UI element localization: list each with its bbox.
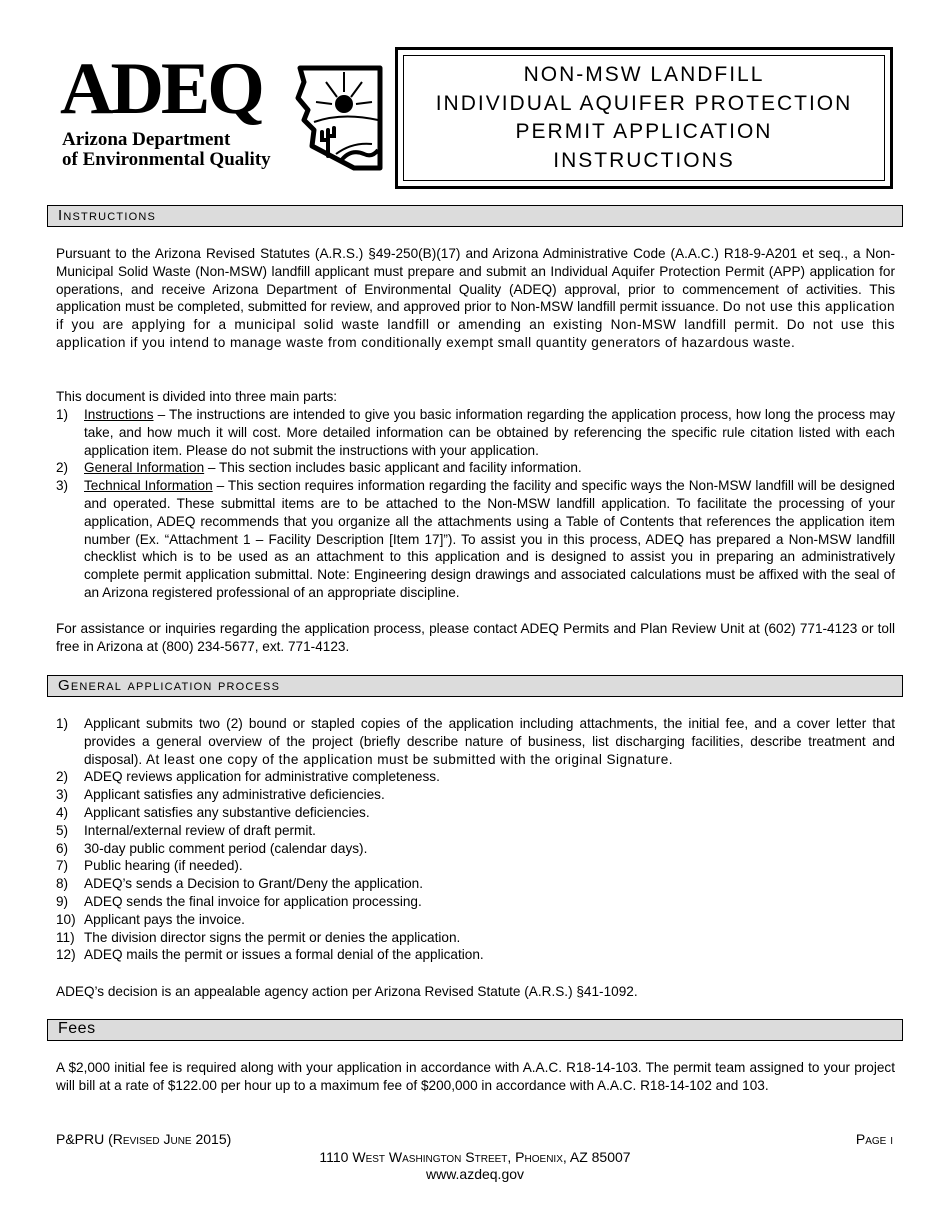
list-item — [56, 459, 895, 477]
section-heading-label: Fees — [58, 1020, 96, 1037]
document-title-box — [395, 47, 893, 189]
list-number: 6) — [56, 840, 69, 856]
list-item — [56, 893, 895, 911]
list-number: 12) — [56, 947, 76, 963]
assistance-paragraph: For assistance or inquiries regarding the application process, please contact ADEQ Permits and Plan Review Unit at (602) 771-4123 or toll free in Arizona at (800) 234-5677, ext. 771-4123. — [56, 621, 895, 654]
list-item — [56, 929, 895, 947]
parts-list — [56, 406, 895, 602]
part-text: – This section requires information regarding the facility and specific ways the Non-MSW landfill will be designed and operated. These submittal items are to be attached to the Non-MSW landfill application. To facilitate the processing of your application, ADEQ recommends that you organize all the attachments using a Table of Contents that references the application item number (Ex. “Attachment 1 – Facility Description [Item 17]”). To assist you in this process, ADEQ has prepared a Non-MSW landfill checklist which is to be used as an attachment to this application and is designed to assist you in preparing an administratively complete permit application submittal. Note: Engineering design drawings and associated calculations must be affixed with the seal of an Arizona registered professional of an appropriate discipline. — [84, 478, 895, 600]
intro-text: Pursuant to the Arizona Revised Statutes (A.R.S.) §49-250(B)(17) and Arizona Administrative Code (A.A.C.) R18-9-A201 et seq., a Non-Municipal Solid Waste (Non-MSW) landfill applicant must prepare and submit an Individual Aquifer Protection Permit (APP) application for operations, and receive Arizona Department of Environmental Quality (ADEQ) approval, prior to commencement of activities. This application must be completed, submitted for review, and approved prior to Non-MSW landfill permit issuance. — [56, 246, 895, 315]
list-item — [56, 911, 895, 929]
section-heading-instructions — [47, 205, 903, 227]
part-term: General Information — [84, 460, 205, 476]
part-text: – This section includes basic applicant and facility information. — [204, 460, 582, 476]
list-item — [56, 840, 895, 858]
step-note: At least one copy of the application must be submitted with the original Signature. — [145, 751, 673, 767]
footer-website: www.azdeq.gov — [425, 1166, 525, 1182]
list-item — [56, 786, 895, 804]
list-item — [56, 804, 895, 822]
part-term: Technical Information — [84, 478, 213, 494]
list-number: 10) — [56, 911, 76, 927]
list-number: 1) — [56, 407, 69, 422]
list-item — [56, 477, 895, 602]
section-heading-process — [47, 675, 903, 697]
logo-line-2: of Environmental Quality — [62, 149, 271, 170]
section-heading-fees — [47, 1019, 903, 1041]
arizona-state-icon — [292, 64, 387, 172]
list-number: 7) — [56, 858, 69, 874]
list-number: 9) — [56, 893, 69, 909]
list-number: 8) — [56, 876, 69, 892]
intro-paragraph — [56, 245, 895, 352]
list-number: 5) — [56, 822, 69, 838]
footer-page-number: Page i — [855, 1131, 893, 1147]
list-item — [56, 875, 895, 893]
list-item — [56, 946, 895, 964]
list-number: 11) — [56, 929, 75, 945]
part-text: – The instructions are intended to give you basic information regarding the application process, how long the process may take, and how much it will cost. More detailed information can be obtained by referencing the specific rule citation listed with each application item. Please do not submit the instructions with your application. — [84, 407, 895, 458]
step-text: Applicant satisfies any administrative deficiencies. — [84, 787, 385, 803]
list-number: 3) — [56, 787, 69, 803]
section-heading-label: Instructions — [58, 207, 157, 224]
intro-warning: Do not use this application if you are applying for a municipal solid waste landfill or amending an existing Non-MSW landfill permit. Do not use this application if you intend to manage waste from conditionally exempt small quantity generators of hazardous waste. — [56, 299, 895, 350]
step-text: Public hearing (if needed). — [84, 858, 243, 874]
process-steps-list — [56, 715, 895, 964]
decision-note: ADEQ’s decision is an appealable agency action per Arizona Revised Statute (A.R.S.) §41-1092. — [56, 984, 638, 999]
title-line-4: INSTRUCTIONS — [553, 148, 735, 172]
step-text: Applicant submits two (2) bound or stapled copies of the application including attachments, the initial fee, and a cover letter that provides a general overview of the project (briefly describe nature of business, list discharging facilities, describe treatment and disposal). — [84, 716, 895, 767]
adeq-logo — [60, 48, 390, 178]
step-text: ADEQ mails the permit or issues a formal denial of the application. — [84, 947, 484, 963]
step-text: 30-day public comment period (calendar days). — [84, 840, 368, 856]
list-item — [56, 768, 895, 786]
section-heading-label: General application process — [58, 677, 281, 694]
step-text: ADEQ sends the final invoice for application processing. — [84, 893, 422, 909]
parts-intro: This document is divided into three main parts: — [56, 389, 338, 404]
footer-address: 1110 West Washington Street, Phoenix, AZ 85007 — [319, 1149, 631, 1165]
step-text: ADEQ reviews application for administrative completeness. — [84, 769, 440, 785]
footer-revision: P&PRU (Revised June 2015) — [56, 1131, 232, 1147]
list-number: 2) — [56, 769, 69, 785]
step-text: ADEQ’s sends a Decision to Grant/Deny the application. — [84, 876, 424, 892]
title-line-2: INDIVIDUAL AQUIFER PROTECTION — [435, 91, 853, 115]
list-number: 2) — [56, 460, 69, 476]
title-line-3: PERMIT APPLICATION — [515, 120, 773, 143]
part-term: Instructions — [84, 407, 154, 422]
logo-line-1: Arizona Department — [62, 129, 231, 150]
step-text: Applicant satisfies any substantive deficiencies. — [84, 804, 370, 820]
fees-paragraph: A $2,000 initial fee is required along with your application in accordance with A.A.C. R18-14-103. The permit team assigned to your project will bill at a rate of $122.00 per hour up to a maximum fee of $200,000 in accordance with A.A.C. R18-14-102 and 103. — [56, 1060, 895, 1093]
document-title — [403, 55, 885, 181]
step-text: The division director signs the permit or denies the application. — [84, 929, 461, 945]
step-text: Applicant pays the invoice. — [84, 911, 245, 927]
list-number: 4) — [56, 804, 69, 820]
list-number: 1) — [56, 716, 69, 731]
title-line-1: NON-MSW LANDFILL — [523, 63, 765, 86]
list-item — [56, 715, 895, 768]
step-text: Internal/external review of draft permit. — [84, 822, 316, 838]
list-number: 3) — [56, 478, 69, 494]
list-item — [56, 406, 895, 459]
list-item — [56, 857, 895, 875]
logo-wordmark: ADEQ — [60, 48, 262, 130]
list-item — [56, 822, 895, 840]
